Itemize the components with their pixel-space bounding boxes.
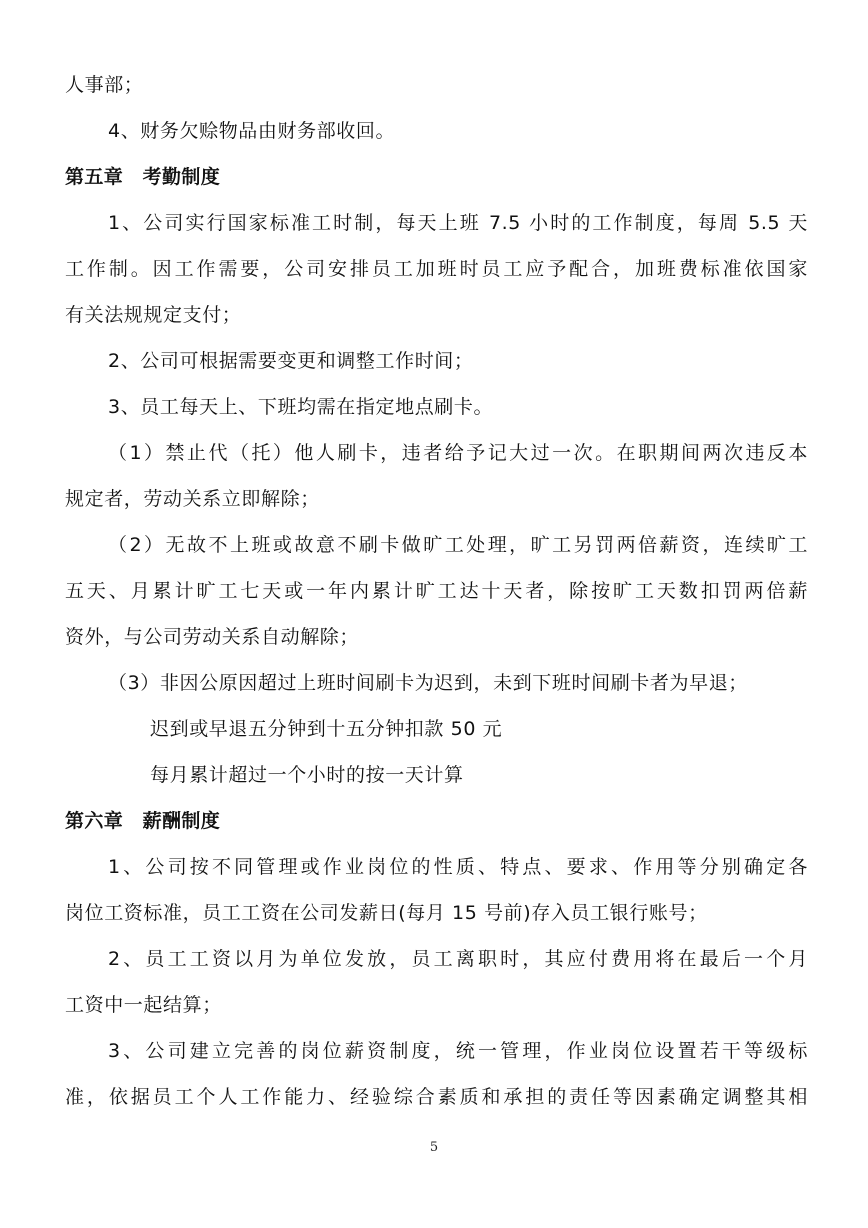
text-line: 2、员工工资以月为单位发放，员工离职时，其应付费用将在最后一个月 bbox=[108, 948, 808, 970]
text-line: 五天、月累计旷工七天或一年内累计旷工达十天者，除按旷工天数扣罚两倍薪 bbox=[65, 580, 808, 602]
text-line: 准，依据员工个人工作能力、经验综合素质和承担的责任等因素确定调整其相 bbox=[65, 1086, 808, 1108]
text-line: 4、财务欠赊物品由财务部收回。 bbox=[108, 120, 396, 142]
chapter-heading: 第六章 薪酬制度 bbox=[65, 810, 221, 832]
text-line: 工作制。因工作需要，公司安排员工加班时员工应予配合，加班费标准依国家 bbox=[65, 258, 808, 280]
text-line: 规定者，劳动关系立即解除； bbox=[65, 488, 320, 510]
text-line: 迟到或早退五分钟到十五分钟扣款 50 元 bbox=[150, 718, 503, 740]
text-line: 每月累计超过一个小时的按一天计算 bbox=[150, 764, 464, 786]
text-line: 岗位工资标准，员工工资在公司发薪日(每月 15 号前)存入员工银行账号； bbox=[65, 902, 708, 924]
chapter-heading: 第五章 考勤制度 bbox=[65, 166, 221, 188]
text-line: 2、公司可根据需要变更和调整工作时间； bbox=[108, 350, 474, 372]
text-line: 工资中一起结算； bbox=[65, 994, 222, 1016]
text-line: （3）非因公原因超过上班时间刷卡为迟到，未到下班时间刷卡者为早退； bbox=[108, 672, 748, 694]
text-line: 3、公司建立完善的岗位薪资制度，统一管理，作业岗位设置若干等级标 bbox=[108, 1040, 808, 1062]
text-line: 3、员工每天上、下班均需在指定地点刷卡。 bbox=[108, 396, 494, 418]
text-line: 人事部； bbox=[65, 74, 144, 96]
text-line: （2）无故不上班或故意不刷卡做旷工处理，旷工另罚两倍薪资，连续旷工 bbox=[108, 534, 808, 556]
text-line: 有关法规规定支付； bbox=[65, 304, 242, 326]
page-number: 5 bbox=[429, 1140, 439, 1155]
text-line: 1、公司实行国家标准工时制，每天上班 7.5 小时的工作制度，每周 5.5 天 bbox=[108, 212, 808, 234]
text-line: 1、公司按不同管理或作业岗位的性质、特点、要求、作用等分别确定各 bbox=[108, 856, 808, 878]
text-line: 资外，与公司劳动关系自动解除； bbox=[65, 626, 360, 648]
text-line: （1）禁止代（托）他人刷卡，违者给予记大过一次。在职期间两次违反本 bbox=[108, 442, 808, 464]
